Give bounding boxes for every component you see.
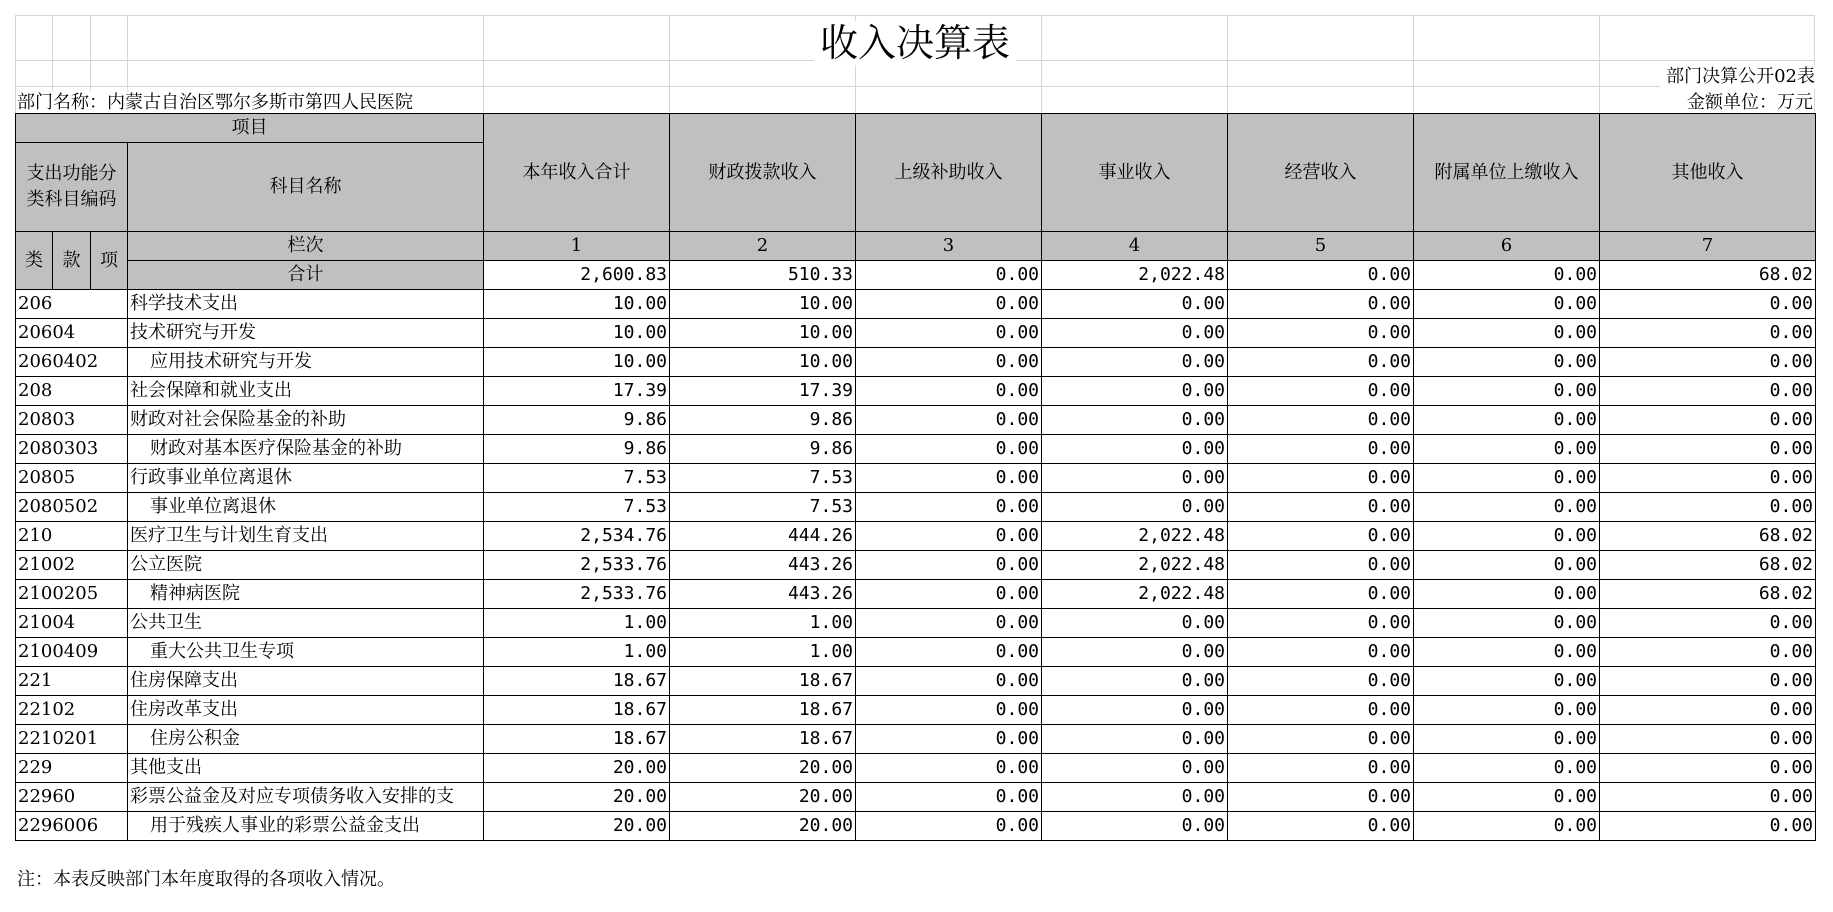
row-value: 0.00 <box>1042 377 1228 406</box>
row-value: 18.67 <box>670 725 856 754</box>
row-value: 68.02 <box>1600 522 1816 551</box>
row-value: 20.00 <box>670 812 856 841</box>
row-value: 0.00 <box>1414 522 1600 551</box>
row-value: 0.00 <box>1600 377 1816 406</box>
row-value: 0.00 <box>856 348 1042 377</box>
row-value: 0.00 <box>1228 464 1414 493</box>
row-code: 221 <box>16 667 128 696</box>
row-code: 21002 <box>16 551 128 580</box>
row-code: 2080502 <box>16 493 128 522</box>
row-value: 0.00 <box>1228 377 1414 406</box>
row-value: 0.00 <box>1042 783 1228 812</box>
row-subject-name: 彩票公益金及对应专项债务收入安排的支 <box>128 783 484 812</box>
row-value: 0.00 <box>1414 696 1600 725</box>
row-value: 0.00 <box>856 783 1042 812</box>
row-subject-name: 重大公共卫生专项 <box>128 638 484 667</box>
header-col-1: 本年收入合计 <box>484 114 670 232</box>
row-value: 0.00 <box>1228 812 1414 841</box>
row-value: 0.00 <box>1600 406 1816 435</box>
row-value: 0.00 <box>1414 812 1600 841</box>
row-value: 2,533.76 <box>484 551 670 580</box>
row-value: 1.00 <box>484 609 670 638</box>
row-subject-name: 社会保障和就业支出 <box>128 377 484 406</box>
row-value: 0.00 <box>856 609 1042 638</box>
row-value: 0.00 <box>1042 696 1228 725</box>
row-code: 229 <box>16 754 128 783</box>
row-value: 0.00 <box>1600 319 1816 348</box>
row-value: 10.00 <box>670 290 856 319</box>
row-value: 0.00 <box>856 580 1042 609</box>
row-value: 0.00 <box>1042 464 1228 493</box>
form-number: 部门决算公开02表 <box>1660 65 1815 89</box>
table-row <box>16 493 1816 522</box>
row-value: 0.00 <box>1042 435 1228 464</box>
header-col-2: 财政拨款收入 <box>670 114 856 232</box>
row-value: 0.00 <box>1228 493 1414 522</box>
row-value: 0.00 <box>856 377 1042 406</box>
row-value: 0.00 <box>1042 667 1228 696</box>
row-value: 10.00 <box>484 290 670 319</box>
row-subject-name: 应用技术研究与开发 <box>128 348 484 377</box>
row-value: 0.00 <box>1228 406 1414 435</box>
row-value: 444.26 <box>670 522 856 551</box>
row-value: 0.00 <box>1042 609 1228 638</box>
row-value: 0.00 <box>1414 551 1600 580</box>
row-subject-name: 技术研究与开发 <box>128 319 484 348</box>
table-row <box>16 783 1816 812</box>
row-value: 7.53 <box>670 493 856 522</box>
row-subject-name: 精神病医院 <box>128 580 484 609</box>
row-value: 1.00 <box>670 638 856 667</box>
row-value: 68.02 <box>1600 551 1816 580</box>
table-note: 注：本表反映部门本年度取得的各项收入情况。 <box>17 869 395 890</box>
row-value: 0.00 <box>1042 812 1228 841</box>
row-value: 10.00 <box>670 348 856 377</box>
row-value: 0.00 <box>1042 348 1228 377</box>
row-subject-name: 行政事业单位离退休 <box>128 464 484 493</box>
row-value: 0.00 <box>1600 464 1816 493</box>
row-value: 0.00 <box>1600 725 1816 754</box>
spreadsheet <box>15 15 1815 895</box>
row-value: 0.00 <box>1600 290 1816 319</box>
row-code: 2100409 <box>16 638 128 667</box>
row-code: 2060402 <box>16 348 128 377</box>
row-value: 0.00 <box>856 812 1042 841</box>
row-value: 1.00 <box>484 638 670 667</box>
row-subject-name: 公共卫生 <box>128 609 484 638</box>
row-value: 0.00 <box>1600 667 1816 696</box>
row-subject-name: 科学技术支出 <box>128 290 484 319</box>
row-value: 0.00 <box>1042 725 1228 754</box>
row-value: 20.00 <box>484 754 670 783</box>
row-subject-name: 财政对基本医疗保险基金的补助 <box>128 435 484 464</box>
row-value: 0.00 <box>1600 435 1816 464</box>
row-code: 206 <box>16 290 128 319</box>
row-value: 443.26 <box>670 580 856 609</box>
row-value: 0.00 <box>1228 319 1414 348</box>
row-value: 0.00 <box>1042 319 1228 348</box>
row-subject-name: 事业单位离退休 <box>128 493 484 522</box>
header-lanci: 栏次 <box>128 232 484 261</box>
row-value: 20.00 <box>484 812 670 841</box>
row-value: 0.00 <box>1228 551 1414 580</box>
header-kuan: 款 <box>53 232 91 290</box>
row-value: 0.00 <box>856 754 1042 783</box>
table-row <box>16 725 1816 754</box>
row-value: 0.00 <box>856 725 1042 754</box>
row-code: 21004 <box>16 609 128 638</box>
row-value: 0.00 <box>1600 638 1816 667</box>
row-value: 443.26 <box>670 551 856 580</box>
row-value: 0.00 <box>1414 754 1600 783</box>
header-col-7: 其他收入 <box>1600 114 1816 232</box>
row-value: 0.00 <box>1600 348 1816 377</box>
row-value: 7.53 <box>484 493 670 522</box>
row-value: 20.00 <box>670 783 856 812</box>
row-subject-name: 医疗卫生与计划生育支出 <box>128 522 484 551</box>
row-value: 2,022.48 <box>1042 551 1228 580</box>
row-value: 0.00 <box>856 319 1042 348</box>
row-value: 0.00 <box>1414 667 1600 696</box>
total-row <box>16 261 1816 290</box>
row-value: 0.00 <box>1228 783 1414 812</box>
row-value: 0.00 <box>1228 348 1414 377</box>
total-value: 0.00 <box>856 261 1042 290</box>
row-value: 7.53 <box>484 464 670 493</box>
row-code: 22102 <box>16 696 128 725</box>
row-value: 10.00 <box>484 348 670 377</box>
row-value: 0.00 <box>1414 580 1600 609</box>
header-subject-name: 科目名称 <box>128 143 484 232</box>
col-num-1: 1 <box>484 232 670 261</box>
row-value: 0.00 <box>1414 377 1600 406</box>
total-value: 0.00 <box>1228 261 1414 290</box>
row-value: 9.86 <box>670 435 856 464</box>
table-row <box>16 580 1816 609</box>
row-value: 0.00 <box>1228 638 1414 667</box>
row-value: 0.00 <box>1414 725 1600 754</box>
row-code: 2210201 <box>16 725 128 754</box>
row-value: 0.00 <box>856 406 1042 435</box>
row-value: 0.00 <box>1414 493 1600 522</box>
col-num-6: 6 <box>1414 232 1600 261</box>
col-num-4: 4 <box>1042 232 1228 261</box>
page-title: 收入决算表 <box>15 19 1815 67</box>
table-row <box>16 348 1816 377</box>
table-row <box>16 522 1816 551</box>
row-value: 0.00 <box>1042 493 1228 522</box>
table-row <box>16 435 1816 464</box>
row-value: 0.00 <box>856 638 1042 667</box>
row-subject-name: 财政对社会保险基金的补助 <box>128 406 484 435</box>
row-value: 0.00 <box>856 551 1042 580</box>
row-value: 0.00 <box>1414 348 1600 377</box>
row-value: 18.67 <box>670 696 856 725</box>
income-table <box>15 113 1816 841</box>
row-value: 18.67 <box>484 725 670 754</box>
row-subject-name: 住房公积金 <box>128 725 484 754</box>
row-value: 68.02 <box>1600 580 1816 609</box>
row-value: 0.00 <box>1600 754 1816 783</box>
col-num-7: 7 <box>1600 232 1816 261</box>
table-row <box>16 464 1816 493</box>
table-row <box>16 551 1816 580</box>
row-value: 20.00 <box>670 754 856 783</box>
row-value: 0.00 <box>856 667 1042 696</box>
row-value: 0.00 <box>1042 638 1228 667</box>
row-code: 20805 <box>16 464 128 493</box>
row-value: 0.00 <box>1414 290 1600 319</box>
row-value: 0.00 <box>856 435 1042 464</box>
row-value: 0.00 <box>856 290 1042 319</box>
header-item: 项目 <box>16 114 484 143</box>
row-value: 0.00 <box>1228 580 1414 609</box>
row-value: 2,022.48 <box>1042 580 1228 609</box>
row-value: 0.00 <box>1414 783 1600 812</box>
row-value: 0.00 <box>1600 609 1816 638</box>
table-row <box>16 377 1816 406</box>
row-value: 0.00 <box>1414 319 1600 348</box>
col-num-2: 2 <box>670 232 856 261</box>
header-col-5: 经营收入 <box>1228 114 1414 232</box>
row-value: 17.39 <box>670 377 856 406</box>
col-num-5: 5 <box>1228 232 1414 261</box>
row-value: 10.00 <box>670 319 856 348</box>
department-name: 部门名称：内蒙古自治区鄂尔多斯市第四人民医院 <box>17 91 419 115</box>
row-code: 22960 <box>16 783 128 812</box>
row-value: 2,022.48 <box>1042 522 1228 551</box>
total-value: 0.00 <box>1414 261 1600 290</box>
row-code: 20803 <box>16 406 128 435</box>
table-row <box>16 667 1816 696</box>
header-col-6: 附属单位上缴收入 <box>1414 114 1600 232</box>
row-code: 208 <box>16 377 128 406</box>
row-value: 0.00 <box>1228 667 1414 696</box>
row-value: 0.00 <box>1600 493 1816 522</box>
table-row <box>16 290 1816 319</box>
row-value: 2,533.76 <box>484 580 670 609</box>
row-value: 18.67 <box>670 667 856 696</box>
row-value: 0.00 <box>1228 290 1414 319</box>
table-row <box>16 609 1816 638</box>
table-row <box>16 406 1816 435</box>
row-code: 2296006 <box>16 812 128 841</box>
row-value: 0.00 <box>1228 522 1414 551</box>
row-value: 0.00 <box>1228 725 1414 754</box>
row-subject-name: 住房改革支出 <box>128 696 484 725</box>
row-value: 2,534.76 <box>484 522 670 551</box>
row-value: 0.00 <box>1042 290 1228 319</box>
row-value: 18.67 <box>484 696 670 725</box>
header-col-4: 事业收入 <box>1042 114 1228 232</box>
row-subject-name: 住房保障支出 <box>128 667 484 696</box>
row-value: 0.00 <box>1414 464 1600 493</box>
total-value: 510.33 <box>670 261 856 290</box>
header-xiang: 项 <box>91 232 128 290</box>
row-subject-name: 公立医院 <box>128 551 484 580</box>
table-row <box>16 754 1816 783</box>
row-value: 0.00 <box>1228 696 1414 725</box>
row-value: 0.00 <box>856 522 1042 551</box>
row-value: 0.00 <box>856 464 1042 493</box>
row-value: 0.00 <box>1042 754 1228 783</box>
row-value: 10.00 <box>484 319 670 348</box>
row-value: 7.53 <box>670 464 856 493</box>
row-value: 0.00 <box>1414 638 1600 667</box>
header-func-code: 支出功能分类科目编码 <box>16 143 128 232</box>
row-value: 0.00 <box>856 696 1042 725</box>
total-label: 合计 <box>128 261 484 290</box>
row-value: 0.00 <box>1600 696 1816 725</box>
row-subject-name: 其他支出 <box>128 754 484 783</box>
row-value: 9.86 <box>484 406 670 435</box>
row-value: 17.39 <box>484 377 670 406</box>
row-value: 0.00 <box>1414 609 1600 638</box>
row-value: 0.00 <box>856 493 1042 522</box>
row-code: 20604 <box>16 319 128 348</box>
table-row <box>16 319 1816 348</box>
total-value: 2,600.83 <box>484 261 670 290</box>
row-code: 2100205 <box>16 580 128 609</box>
row-code: 210 <box>16 522 128 551</box>
header-col-3: 上级补助收入 <box>856 114 1042 232</box>
amount-unit: 金额单位：万元 <box>1681 91 1813 115</box>
total-value: 68.02 <box>1600 261 1816 290</box>
table-row <box>16 696 1816 725</box>
row-value: 20.00 <box>484 783 670 812</box>
row-value: 9.86 <box>484 435 670 464</box>
row-value: 0.00 <box>1228 609 1414 638</box>
row-value: 0.00 <box>1600 783 1816 812</box>
table-row <box>16 638 1816 667</box>
row-value: 0.00 <box>1228 754 1414 783</box>
row-value: 0.00 <box>1228 435 1414 464</box>
row-subject-name: 用于残疾人事业的彩票公益金支出 <box>128 812 484 841</box>
col-num-3: 3 <box>856 232 1042 261</box>
row-value: 18.67 <box>484 667 670 696</box>
total-value: 2,022.48 <box>1042 261 1228 290</box>
row-value: 0.00 <box>1414 406 1600 435</box>
row-value: 0.00 <box>1042 406 1228 435</box>
row-code: 2080303 <box>16 435 128 464</box>
table-row <box>16 812 1816 841</box>
row-value: 9.86 <box>670 406 856 435</box>
row-value: 1.00 <box>670 609 856 638</box>
row-value: 0.00 <box>1414 435 1600 464</box>
row-value: 0.00 <box>1600 812 1816 841</box>
header-lei: 类 <box>16 232 53 290</box>
